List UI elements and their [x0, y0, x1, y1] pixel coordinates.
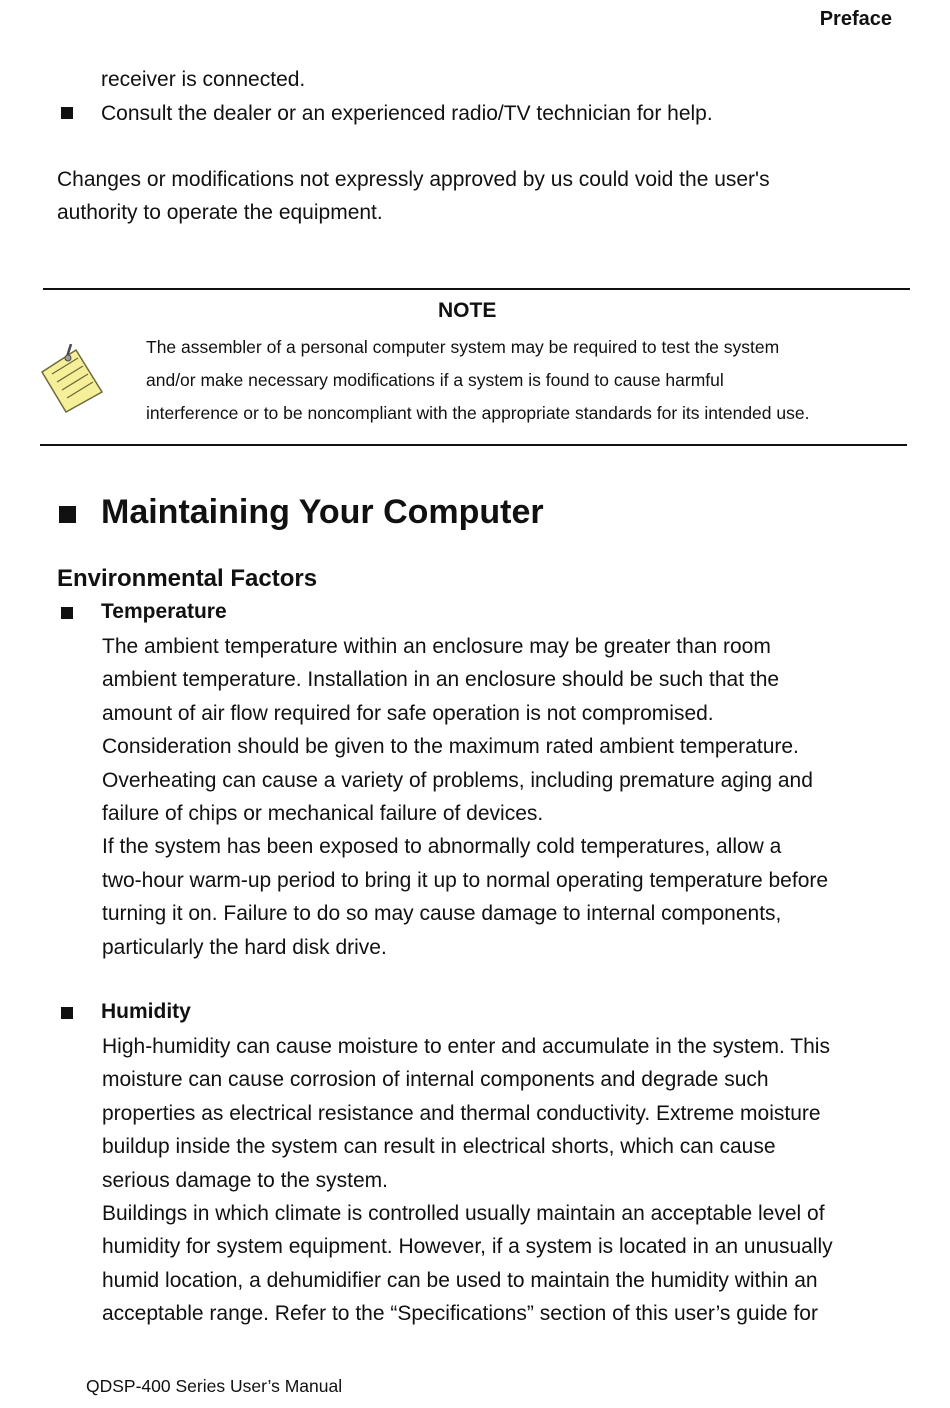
- temperature-body: [102, 630, 828, 964]
- paragraph-line: High-humidity can cause moisture to enter and accumulate in the system. This: [102, 1035, 830, 1058]
- note-top-divider: [43, 288, 910, 290]
- note-body: [146, 331, 809, 430]
- paragraph-line: turning it on. Failure to do so may cause damage to internal components,: [102, 902, 782, 926]
- paragraph-line: particularly the hard disk drive.: [102, 935, 387, 959]
- humidity-heading: Humidity: [101, 1000, 191, 1023]
- note-paper-icon: [38, 344, 104, 414]
- page-section-header: Preface: [819, 8, 892, 30]
- temperature-heading: Temperature: [101, 600, 227, 623]
- paragraph-line: properties as electrical resistance and thermal conductivity. Extreme moisture: [102, 1101, 821, 1125]
- humidity-body: [102, 1030, 833, 1331]
- bullet-square-icon: [61, 107, 73, 119]
- bullet-text: Consult the dealer or an experienced radio/TV technician for help.: [101, 102, 713, 125]
- bullet-square-icon: [59, 506, 76, 523]
- intro-paragraph: [57, 163, 770, 230]
- note-title: NOTE: [438, 299, 497, 322]
- paragraph-line: Consideration should be given to the maximum rated ambient temperature.: [102, 735, 799, 759]
- paragraph-line: serious damage to the system.: [102, 1168, 388, 1192]
- paragraph-line: two-hour warm-up period to bring it up to normal operating temperature before: [102, 868, 829, 892]
- paragraph-line: If the system has been exposed to abnormally cold temperatures, allow a: [102, 835, 782, 859]
- paragraph-line: buildup inside the system can result in electrical shorts, which can cause: [102, 1135, 776, 1159]
- note-line: The assembler of a personal computer system may be required to test the system: [146, 337, 780, 357]
- page-footer: QDSP-400 Series User’s Manual: [86, 1376, 343, 1396]
- note-bottom-divider: [40, 444, 907, 446]
- bullet-square-icon: [61, 607, 73, 619]
- paragraph-line: acceptable range. Refer to the “Specifications” section of this user’s guide for: [102, 1302, 818, 1326]
- paragraph-line: failure of chips or mechanical failure of devices.: [102, 802, 544, 826]
- paragraph-line: humidity for system equipment. However, if a system is located in an unusually: [102, 1235, 833, 1259]
- paragraph-line: amount of air flow required for safe operation is not compromised.: [102, 701, 714, 725]
- section-subtitle: Environmental Factors: [57, 565, 318, 592]
- paragraph-line: ambient temperature. Installation in an enclosure should be such that the: [102, 668, 780, 692]
- paragraph-line: authority to operate the equipment.: [57, 201, 383, 225]
- paragraph-line: moisture can cause corrosion of internal components and degrade such: [102, 1068, 769, 1092]
- paragraph-line: Buildings in which climate is controlled usually maintain an acceptable level of: [102, 1202, 825, 1226]
- paragraph-line: Changes or modifications not expressly approved by us could void the user's: [57, 168, 770, 191]
- paragraph-line: Overheating can cause a variety of problems, including premature aging and: [102, 768, 813, 792]
- paragraph-line: humid location, a dehumidifier can be used to maintain the humidity within an: [102, 1268, 818, 1292]
- bullet-square-icon: [61, 1007, 73, 1019]
- paragraph-line: The ambient temperature within an enclosure may be greater than room: [102, 635, 771, 658]
- note-line: and/or make necessary modifications if a system is found to cause harmful: [146, 370, 724, 390]
- section-title: Maintaining Your Computer: [101, 493, 544, 531]
- note-line: interference or to be noncompliant with the appropriate standards for its intended use.: [146, 403, 810, 423]
- continued-text: receiver is connected.: [101, 68, 306, 91]
